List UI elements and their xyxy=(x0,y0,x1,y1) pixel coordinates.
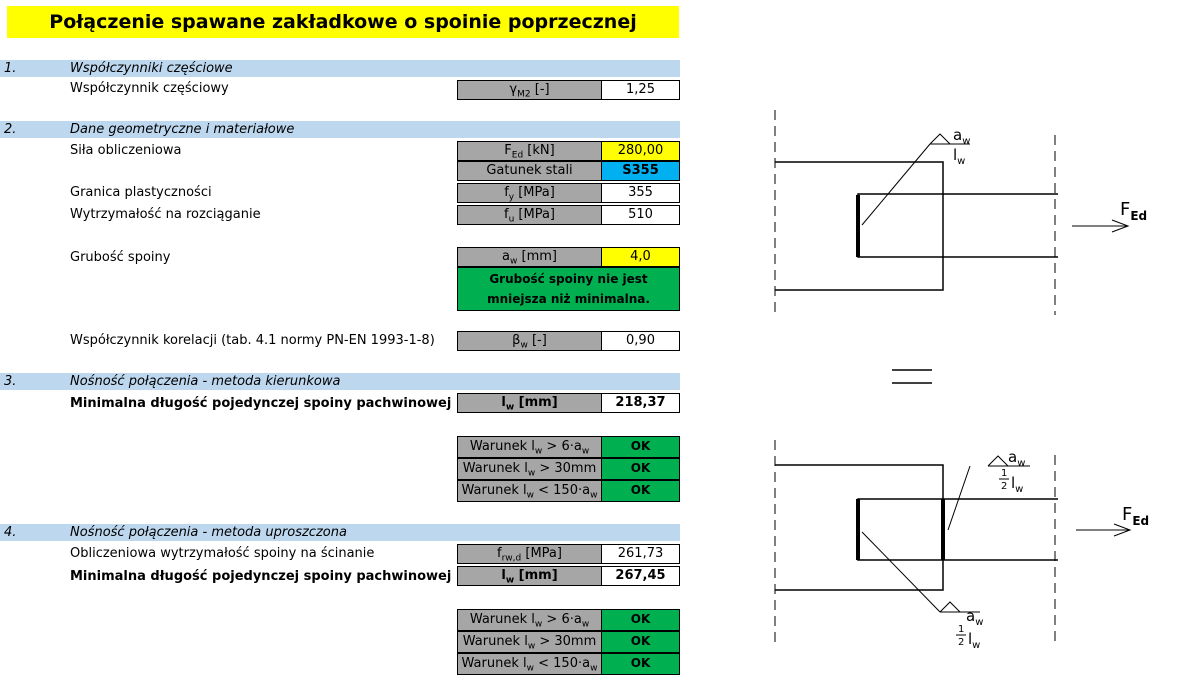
section-header-1 xyxy=(0,60,680,77)
section-number: 2. xyxy=(4,122,17,137)
section-header-2 xyxy=(0,121,680,138)
fy-value: 355 xyxy=(602,183,680,203)
section-title: Współczynniki częściowe xyxy=(70,61,233,76)
fed-input[interactable]: 280,00 xyxy=(602,141,680,161)
force-label-top: $F_{Ed}$ xyxy=(1120,199,1148,223)
aw-input[interactable]: 4,0 xyxy=(602,247,680,267)
check3-3-condition: Warunek $l_w < 150\cdot a_w$ xyxy=(457,480,602,502)
fu-symbol: $f_u$ [MPa] xyxy=(457,205,602,225)
section-number: 3. xyxy=(4,374,17,389)
check3-1-result: OK xyxy=(602,436,680,458)
frwd-value: 261,73 xyxy=(602,544,680,564)
fu-label: Wytrzymałość na rozciąganie xyxy=(70,207,261,222)
check4-1-result: OK xyxy=(602,609,680,631)
page-title: Połączenie spawane zakładkowe o spoinie poprzecznej xyxy=(7,6,679,38)
lw3-value: 218,37 xyxy=(602,393,680,413)
aw-label-right: $a_w$ xyxy=(1008,448,1026,469)
steel-grade-select[interactable]: S355 xyxy=(602,161,680,181)
check4-1-condition: Warunek $l_w > 6\cdot a_w$ xyxy=(457,609,602,631)
fu-value: 510 xyxy=(602,205,680,225)
lw3-label: Minimalna długość pojedynczej spoiny pachwinowej xyxy=(70,396,452,411)
lw4-symbol: $l_w$ [mm] xyxy=(457,566,602,586)
section-number: 1. xyxy=(4,61,17,76)
gamma-m2-value[interactable]: 1,25 xyxy=(602,80,680,100)
aw-status-message: Grubość spoiny nie jest mniejsza niż minimalna. xyxy=(457,267,680,311)
lw-label-right: $l_w$ xyxy=(1011,474,1024,495)
lw3-symbol: $l_w$ [mm] xyxy=(457,393,602,413)
fy-label: Granica plastyczności xyxy=(70,185,212,200)
aw-label-top: $a_w$ xyxy=(953,126,971,147)
aw-label-bottom: $a_w$ xyxy=(966,607,984,628)
lw4-value: 267,45 xyxy=(602,566,680,586)
section-header-3 xyxy=(0,373,680,390)
lw4-label: Minimalna długość pojedynczej spoiny pachwinowej xyxy=(70,569,452,584)
section-header-4 xyxy=(0,524,680,541)
half-num-bottom: 1 xyxy=(958,624,965,635)
check3-2-condition: Warunek $l_w > 30mm$ xyxy=(457,458,602,480)
check3-3-result: OK xyxy=(602,480,680,502)
frwd-symbol: $f_{rw,d}$ [MPa] xyxy=(457,544,602,564)
check4-2-result: OK xyxy=(602,631,680,653)
check3-1-condition: Warunek $l_w > 6\cdot a_w$ xyxy=(457,436,602,458)
steel-grade-symbol: Gatunek stali xyxy=(457,161,602,181)
weld-diagram xyxy=(740,100,1180,670)
gamma-m2-symbol: $\gamma_{M2}$ [-] xyxy=(457,80,602,100)
half-num-right: 1 xyxy=(1001,468,1008,479)
half-den-right: 2 xyxy=(1001,481,1008,492)
check4-2-condition: Warunek $l_w > 30mm$ xyxy=(457,631,602,653)
betaw-label: Współczynnik korelacji (tab. 4.1 normy PN-EN 1993-1-8) xyxy=(70,333,435,348)
aw-label: Grubość spoiny xyxy=(70,250,171,265)
fed-label: Siła obliczeniowa xyxy=(70,143,182,158)
frwd-label: Obliczeniowa wytrzymałość spoiny na ścinanie xyxy=(70,546,375,561)
aw-symbol: $a_w$ [mm] xyxy=(457,247,602,267)
check4-3-result: OK xyxy=(602,653,680,675)
section-title: Nośność połączenia - metoda uproszczona xyxy=(70,525,347,540)
check3-2-result: OK xyxy=(602,458,680,480)
gamma-m2-label: Współczynnik częściowy xyxy=(70,81,229,96)
check4-3-condition: Warunek $l_w < 150\cdot a_w$ xyxy=(457,653,602,675)
fy-symbol: $f_y$ [MPa] xyxy=(457,183,602,203)
betaw-value: 0,90 xyxy=(602,331,680,351)
lw-label-top: $l_w$ xyxy=(953,146,966,167)
section-title: Dane geometryczne i materiałowe xyxy=(70,122,295,137)
fed-symbol: $F_{Ed}$ [kN] xyxy=(457,141,602,161)
betaw-symbol: $\beta_w$ [-] xyxy=(457,331,602,351)
force-label-bottom: $F_{Ed}$ xyxy=(1122,504,1150,528)
lw-label-bottom: $l_w$ xyxy=(968,630,981,651)
section-number: 4. xyxy=(4,525,17,540)
section-title: Nośność połączenia - metoda kierunkowa xyxy=(70,374,341,389)
half-den-bottom: 2 xyxy=(958,637,965,648)
